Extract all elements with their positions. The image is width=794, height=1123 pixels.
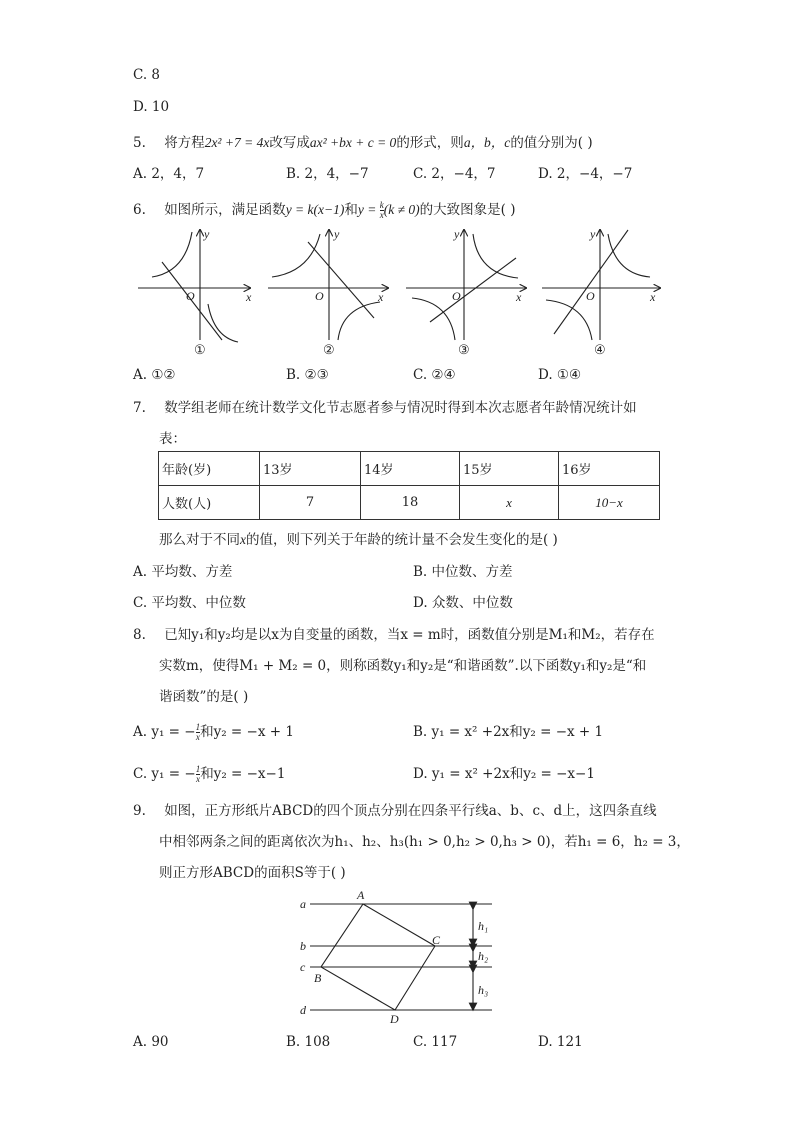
q7-option-c[interactable]: C. 平均数、中位数 xyxy=(133,595,246,611)
vertex-d: D xyxy=(390,1012,399,1026)
q8-c-frac-den: x xyxy=(195,774,200,784)
q6-frac-num: k xyxy=(379,200,384,210)
q5-equation-2: ax² +bx + c = 0 xyxy=(309,135,397,150)
graph-3 xyxy=(406,230,526,340)
question-6 xyxy=(133,198,515,220)
table-row xyxy=(159,486,660,520)
vertex-c: C xyxy=(432,933,441,947)
table-cell: 年龄(岁) xyxy=(159,452,260,486)
q9-square-figure xyxy=(290,885,510,1030)
graph-label-1: ① xyxy=(194,342,206,357)
graph-2 xyxy=(268,230,388,340)
label-h3: h₃ xyxy=(478,983,489,997)
q8-line-2: 实数m，使得M₁ + M₂ = 0，则称函数y₁和y₂是“和谐函数”.以下函数y₁和y₂是“和 xyxy=(159,658,647,674)
square-abcd xyxy=(321,904,435,1010)
q7-after-var: x xyxy=(240,532,246,547)
q5-number: 5. xyxy=(133,135,146,151)
label-h1: h₁ xyxy=(478,919,489,933)
axis-y-label-2: y xyxy=(334,227,340,241)
label-b: b xyxy=(300,939,306,953)
table-cell: 7 xyxy=(260,486,361,520)
q6-equation-2-post: (k ≠ 0) xyxy=(383,202,420,217)
q7-option-a[interactable]: A. 平均数、方差 xyxy=(133,564,233,580)
q6-text-b: 和 xyxy=(344,202,358,218)
question-9 xyxy=(133,799,657,819)
q8-option-a-pre: A. y₁ = − xyxy=(133,724,196,740)
vertex-b: B xyxy=(314,971,322,985)
origin-label-3: O xyxy=(452,289,461,303)
q9-option-b[interactable]: B. 108 xyxy=(286,1034,331,1050)
axis-y-label-3: y xyxy=(454,227,460,241)
vertex-a: A xyxy=(357,888,365,902)
origin-label-2: O xyxy=(315,289,324,303)
origin-label-1: O xyxy=(186,289,195,303)
q6-equation-2-pre: y = xyxy=(357,202,380,217)
graph-4 xyxy=(542,230,660,340)
q8-a-frac-den: x xyxy=(195,732,200,742)
q6-option-a[interactable]: A. ①② xyxy=(133,367,176,383)
q7-number: 7. xyxy=(133,400,146,416)
q5-text-d: 的值分别为( ) xyxy=(510,135,593,151)
q6-text-a: 如图所示，满足函数 xyxy=(164,202,286,218)
q6-option-b[interactable]: B. ②③ xyxy=(286,367,329,383)
q7-line-2: 表： xyxy=(159,431,186,447)
q5-equation-1: 2x² +7 = 4x xyxy=(204,135,270,150)
axis-y-label-4: y xyxy=(590,227,596,241)
q8-c-frac-num: 1 xyxy=(195,764,201,774)
q6-option-c[interactable]: C. ②④ xyxy=(413,367,456,383)
question-5 xyxy=(133,131,593,151)
q5-option-a[interactable]: A. 2，4，7 xyxy=(133,166,205,182)
question-7 xyxy=(133,396,637,416)
label-h2: h₂ xyxy=(478,949,489,963)
q7-option-b[interactable]: B. 中位数、方差 xyxy=(413,564,513,580)
age-table xyxy=(158,451,660,520)
q7-after-table xyxy=(159,528,558,548)
q6-frac-den: x xyxy=(379,210,384,220)
axis-x-label-1: x xyxy=(246,290,252,304)
q6-text-c: 的大致图象是( ) xyxy=(419,202,516,218)
table-cell: 15岁 xyxy=(460,452,559,486)
label-c: c xyxy=(300,960,306,974)
option-c-prev: C. 8 xyxy=(133,67,161,83)
graph-label-3: ③ xyxy=(458,342,470,357)
q5-text-c: 的形式，则 xyxy=(396,135,464,151)
label-d: d xyxy=(300,1003,306,1017)
q8-option-c[interactable] xyxy=(133,762,285,784)
q8-number: 8. xyxy=(133,627,146,643)
q5-option-d[interactable]: D. 2，−4，−7 xyxy=(538,166,633,182)
q6-number: 6. xyxy=(133,202,146,218)
q8-option-b[interactable]: B. y₁ = x² +2x和y₂ = −x + 1 xyxy=(413,724,604,740)
table-row xyxy=(159,452,660,486)
q9-number: 9. xyxy=(133,803,146,819)
question-8 xyxy=(133,623,655,643)
label-a: a xyxy=(300,897,306,911)
q8-a-frac-num: 1 xyxy=(195,722,201,732)
graph-label-4: ④ xyxy=(594,342,606,357)
q8-option-a[interactable] xyxy=(133,720,294,742)
table-cell: 18 xyxy=(361,486,460,520)
q9-line-1: 如图，正方形纸片ABCD的四个顶点分别在四条平行线a、b、c、d上，这四条直线 xyxy=(164,803,657,819)
q8-line-1: 已知y₁和y₂均是以x为自变量的函数，当x = m时，函数值分别是M₁和M₂，若存在 xyxy=(164,627,655,643)
q5-text-a: 将方程 xyxy=(164,135,205,151)
q5-text-b: 改写成 xyxy=(269,135,310,151)
graph-label-2: ② xyxy=(323,342,335,357)
table-cell: 14岁 xyxy=(361,452,460,486)
table-cell: x xyxy=(460,486,559,520)
q9-option-c[interactable]: C. 117 xyxy=(413,1034,458,1050)
q7-after-b: 的值，则下列关于年龄的统计量不会发生变化的是( ) xyxy=(246,532,558,548)
q6-graphs xyxy=(130,222,670,362)
q7-after-a: 那么对于不同 xyxy=(159,532,240,548)
option-d-prev: D. 10 xyxy=(133,99,170,115)
q5-option-c[interactable]: C. 2，−4，7 xyxy=(413,166,496,182)
graph-1 xyxy=(138,230,250,342)
table-cell: 10−x xyxy=(559,486,660,520)
q8-option-c-pre: C. y₁ = − xyxy=(133,766,196,782)
q8-line-3: 谐函数”的是( ) xyxy=(159,689,249,705)
q8-option-c-post: 和y₂ = −x−1 xyxy=(200,766,286,782)
q8-option-a-post: 和y₂ = −x + 1 xyxy=(200,724,294,740)
q6-option-d[interactable]: D. ①④ xyxy=(538,367,582,383)
q9-option-a[interactable]: A. 90 xyxy=(133,1034,169,1050)
q9-line-3: 则正方形ABCD的面积S等于( ) xyxy=(159,865,346,881)
q9-line-2: 中相邻两条之间的距离依次为h₁、h₂、h₃(h₁ > 0,h₂ > 0,h₃ > 0)，若h₁ = 6，h₂ = 3， xyxy=(159,834,690,850)
table-cell: 人数(人) xyxy=(159,486,260,520)
axis-y-label-1: y xyxy=(204,227,210,241)
axis-x-label-4: x xyxy=(650,290,656,304)
q8-option-d[interactable]: D. y₁ = x² +2x和y₂ = −x−1 xyxy=(413,766,595,782)
q7-option-d[interactable]: D. 众数、中位数 xyxy=(413,595,513,611)
axis-x-label-2: x xyxy=(378,290,384,304)
table-cell: 16岁 xyxy=(559,452,660,486)
axis-x-label-3: x xyxy=(516,290,522,304)
q6-equation-1: y = k(x−1) xyxy=(285,202,345,217)
q5-vars: a，b，c xyxy=(463,135,511,150)
table-cell: 13岁 xyxy=(260,452,361,486)
q5-option-b[interactable]: B. 2，4，−7 xyxy=(286,166,369,182)
origin-label-4: O xyxy=(586,289,595,303)
q7-line-1: 数学组老师在统计数学文化节志愿者参与情况时得到本次志愿者年龄情况统计如 xyxy=(164,400,637,416)
q9-option-d[interactable]: D. 121 xyxy=(538,1034,583,1050)
